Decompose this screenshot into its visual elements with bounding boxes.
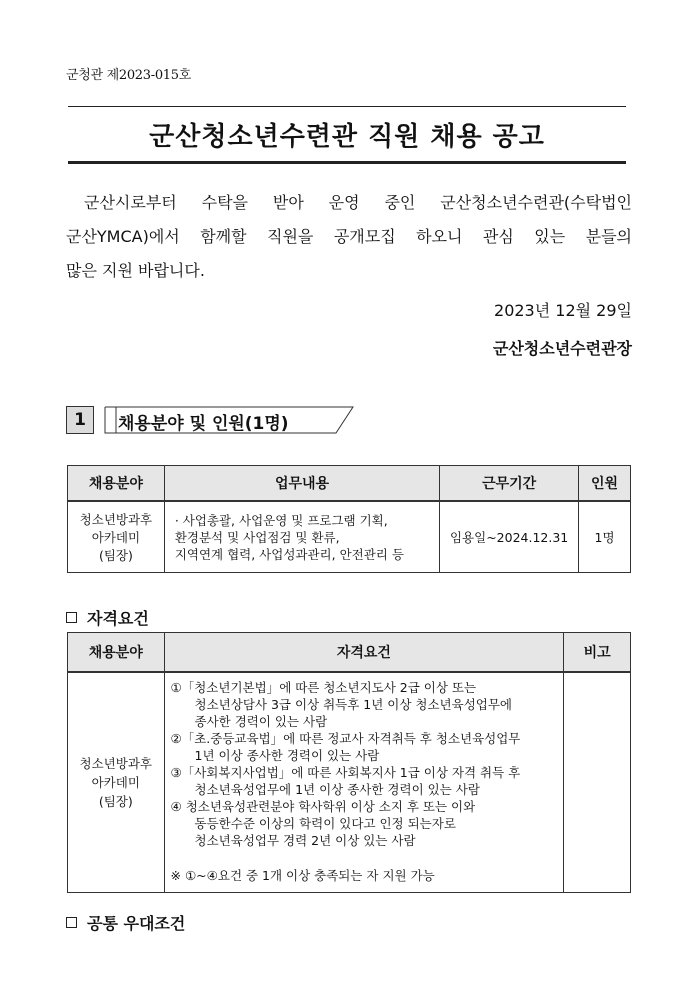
qualification-table-header [68, 633, 631, 673]
duty-line: 지역연계 협력, 사업성과관리, 안전관리 등 [174, 546, 404, 562]
requirement-1: ①「청소년기본법」에 따른 청소년지도사 2급 이상 또는 [170, 680, 477, 695]
cell-field [68, 501, 165, 573]
requirement-2-cont: 1년 이상 종사한 경력이 있는 사람 [194, 748, 380, 763]
title-box [68, 106, 626, 164]
field-line: 아카데미 [91, 530, 141, 545]
requirement-1-cont: 종사한 경력이 있는 사람 [194, 714, 328, 729]
duty-line: 환경분석 및 사업점검 및 환류, [174, 529, 340, 545]
recruit-table [67, 465, 631, 573]
field-line: (팀장) [98, 794, 133, 809]
header-period: 근무기간 [440, 466, 579, 502]
cell-period: 임용일~2024.12.31 [440, 501, 579, 573]
requirement-2: ②「초.중등교육법」에 따른 정교사 자격취득 후 청소년육성업무 [170, 731, 521, 746]
header-duties: 업무내용 [164, 466, 439, 502]
field-line: 청소년방과후 [79, 512, 153, 527]
table-row [68, 672, 631, 893]
section-number-badge: 1 [66, 406, 94, 434]
recruit-table-header [68, 466, 631, 502]
table-row [68, 501, 631, 573]
header-count: 인원 [579, 466, 631, 502]
intro-paragraph [66, 186, 632, 288]
requirement-3-cont: 청소년육성업무에 1년 이상 종사한 경력이 있는 사람 [194, 782, 480, 797]
preference-heading-text: 공통 우대조건 [87, 914, 186, 933]
cell-remark [564, 672, 631, 893]
requirement-1-cont: 청소년상담사 3급 이상 취득후 1년 이상 청소년육성업무에 [194, 697, 513, 712]
page-title: 군산청소년수련관 직원 채용 공고 [149, 121, 545, 152]
cell-requirements [164, 672, 564, 893]
section-heading-text: 채용분야 및 인원(1명) [118, 414, 289, 434]
square-bullet-icon [66, 612, 77, 623]
requirement-3: ③「사회복지사업법」에 따른 사회복지사 1급 이상 자격 취득 후 [170, 765, 521, 780]
duty-line: · 사업총괄, 사업운영 및 프로그램 기획, [174, 512, 388, 528]
cell-count: 1명 [579, 501, 631, 573]
qualification-heading [66, 606, 149, 629]
square-bullet-icon [66, 917, 77, 928]
requirement-note: ※ ①~④요건 중 1개 이상 충족되는 자 지원 가능 [170, 868, 435, 883]
qualification-heading-text: 자격요건 [87, 609, 149, 628]
section-heading [104, 406, 354, 434]
header-field: 채용분야 [68, 633, 165, 673]
field-line: (팀장) [98, 548, 133, 563]
field-line: 청소년방과후 [79, 756, 152, 771]
intro-line-2: 군산YMCA)에서 함께할 직원을 공개모집 하오니 관심 있는 분들의 [66, 227, 632, 246]
requirement-4-cont: 청소년육성업무 경력 2년 이상 있는 사람 [194, 833, 416, 848]
requirement-4: ④ 청소년육성관련분야 학사학위 이상 소지 후 또는 이와 [170, 799, 476, 814]
intro-line-1: 군산시로부터 수탁을 받아 운영 중인 군산청소년수련관(수탁법인 [84, 193, 632, 212]
field-line: 아카데미 [91, 775, 140, 790]
signer: 군산청소년수련관장 [492, 339, 632, 358]
requirement-4-cont: 동등한수준 이상의 학력이 있다고 인정 되는자로 [194, 816, 456, 831]
header-remark: 비고 [564, 633, 631, 673]
header-requirements: 자격요건 [164, 633, 564, 673]
cell-duties [164, 501, 439, 573]
preference-heading [66, 911, 185, 934]
qualification-table [67, 632, 631, 893]
document-number: 군청관 제2023-015호 [66, 68, 192, 83]
header-field: 채용분야 [68, 466, 165, 502]
announcement-date: 2023년 12월 29일 [494, 301, 632, 320]
cell-field [68, 672, 165, 893]
intro-line-3: 많은 지원 바랍니다. [66, 261, 205, 280]
